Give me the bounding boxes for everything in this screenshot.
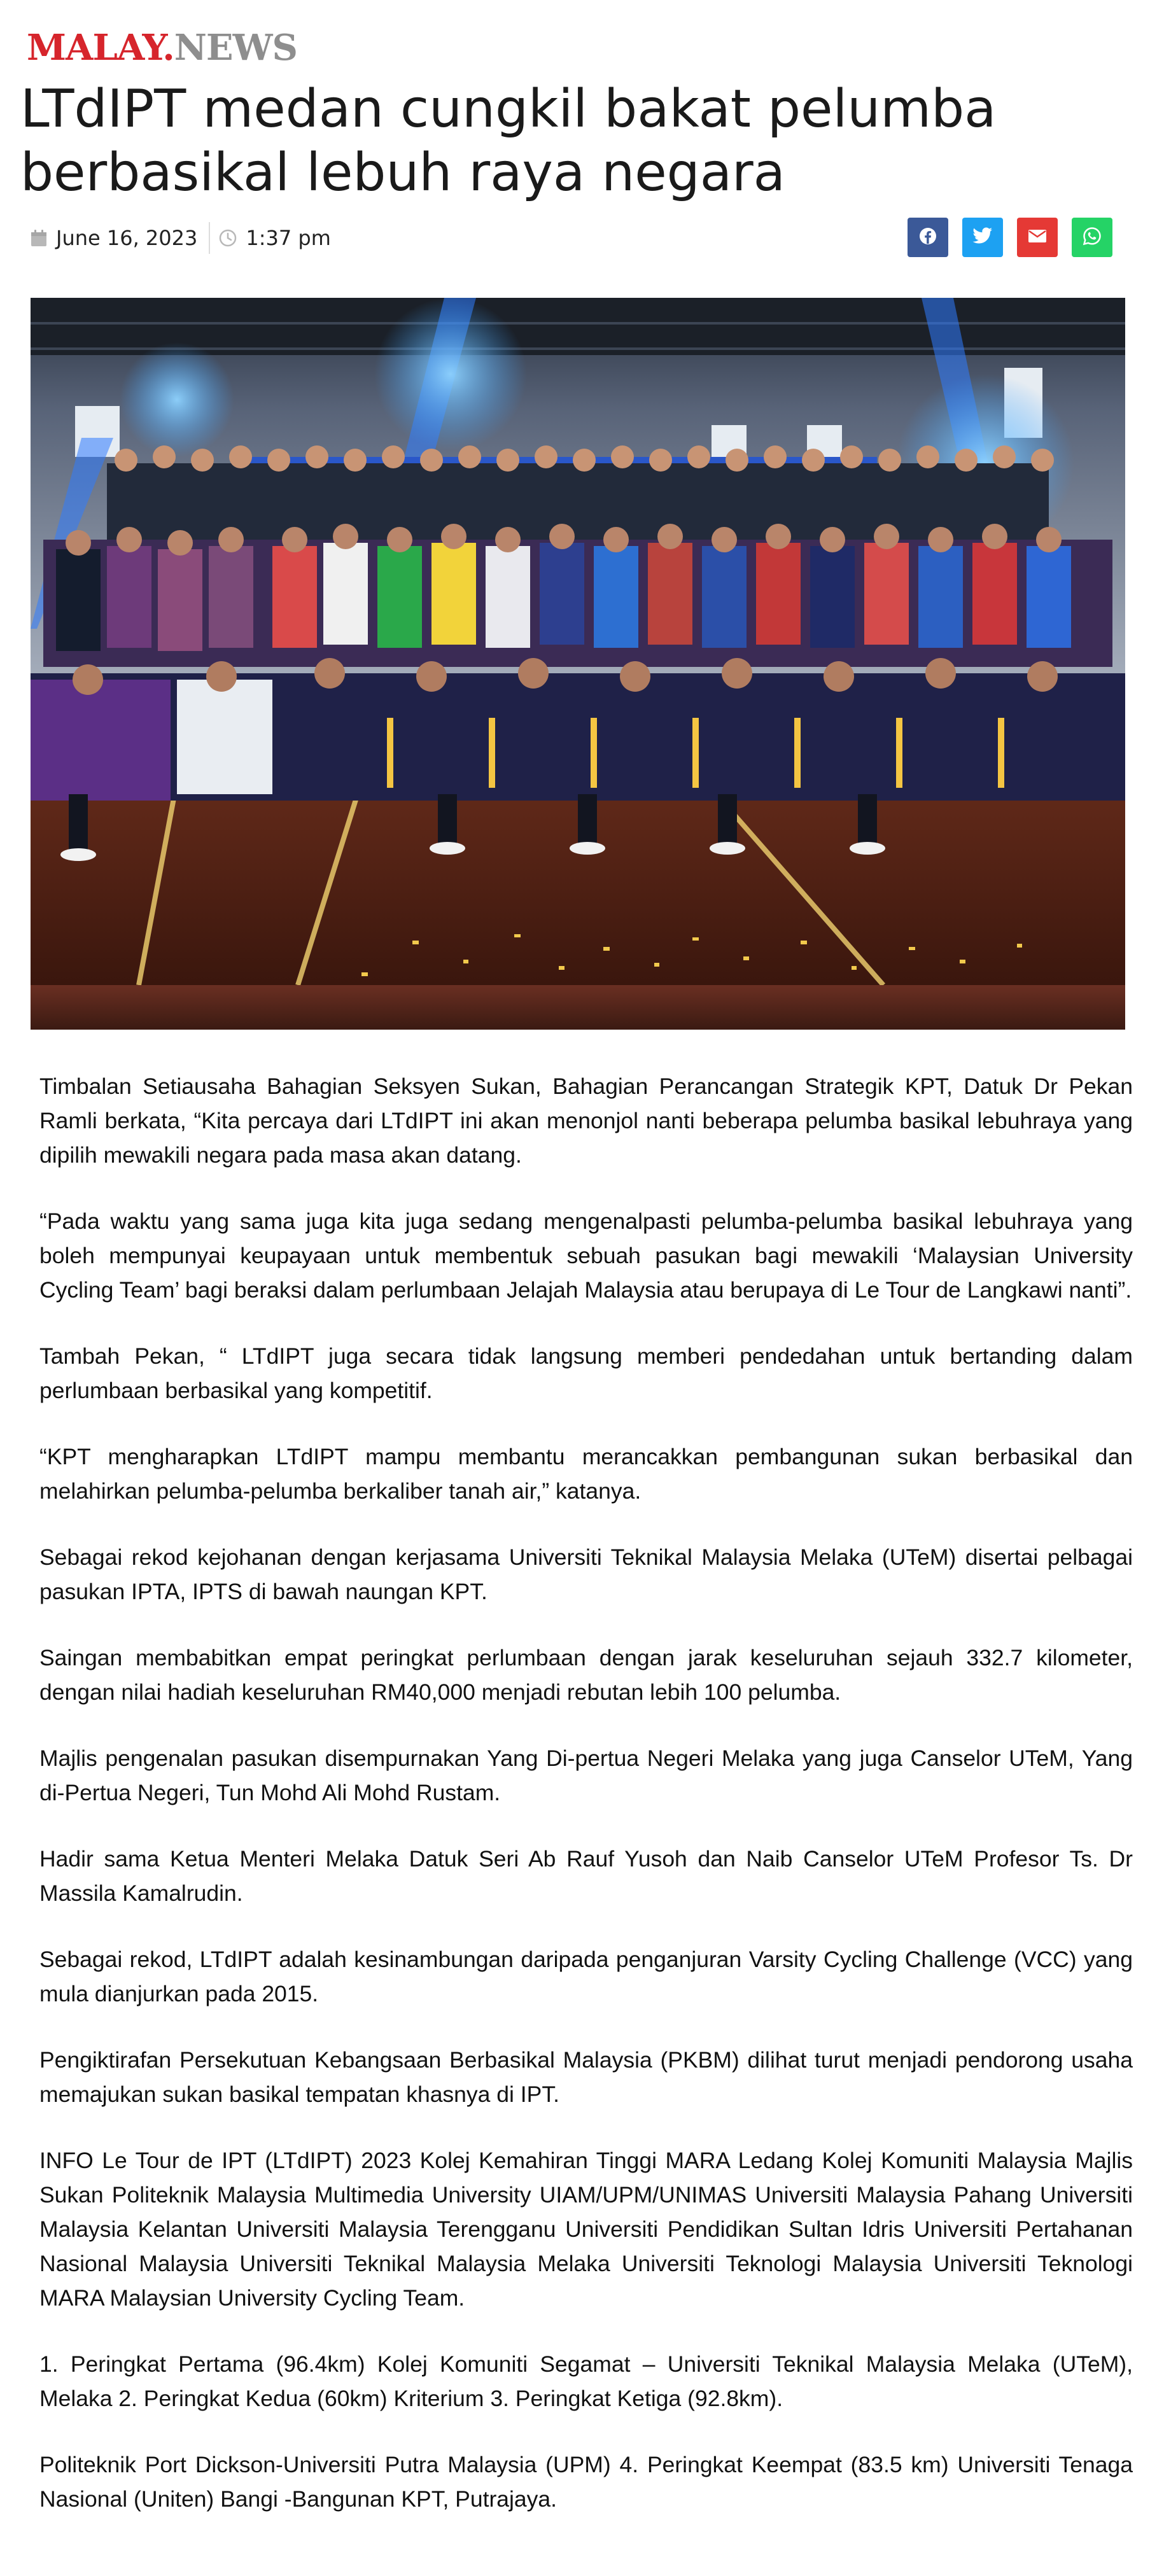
article-title: LTdIPT medan cungkil bakat pelumba berbasikal lebuh raya negara [20, 79, 997, 203]
clock-icon [219, 229, 237, 247]
article-paragraph: “KPT mengharapkan LTdIPT mampu membantu merancakkan pembangunan sukan berbasikal dan melahirkan pelumba-pelumba berkaliber tanah air,” katanya. [39, 1444, 1133, 1504]
article-paragraph: INFO Le Tour de IPT (LTdIPT) 2023 Kolej Kemahiran Tinggi MARA Ledang Kolej Komuniti Malaysia Majlis Sukan Politeknik Malaysia Multimedia University UIAM/UPM/UNIMAS Universiti Malaysia Pahang Universiti Malaysia Kelantan Universiti Malaysia Terengganu Universiti Pendidikan Sultan Idris Universiti Pertahanan Nasional Malaysia Universiti Teknikal Malaysia Melaka Universiti Teknologi Malaysia Universiti Teknologi MARA Malaysian University Cycling Team. [39, 2148, 1133, 2311]
email-share-button[interactable] [1017, 218, 1058, 257]
site-logo[interactable] [27, 27, 297, 69]
logo-malay: MALAY [27, 27, 163, 69]
publish-date [31, 220, 197, 256]
site-header [27, 25, 297, 70]
calendar-icon [31, 229, 47, 247]
article-paragraph: Majlis pengenalan pasukan disempurnakan Yang Di-pertua Negeri Melaka yang juga Canselor UTeM, Yang di-Pertua Negeri, Tun Mohd Ali Mohd Rustam. [39, 1746, 1133, 1805]
article-paragraph: Hadir sama Ketua Menteri Melaka Datuk Seri Ab Rauf Yusoh dan Naib Canselor UTeM Profesor Ts. Dr Massila Kamalrudin. [39, 1846, 1133, 1906]
article-hero-image [31, 298, 1125, 1030]
article-paragraph: Politeknik Port Dickson-Universiti Putra Malaysia (UPM) 4. Peringkat Keempat (83.5 km) Universiti Tenaga Nasional (Uniten) Bangi -Bangunan KPT, Putrajaya. [39, 2452, 1133, 2512]
publish-time [219, 220, 331, 256]
article-body [39, 1069, 1133, 2548]
article-paragraph: Timbalan Setiausaha Bahagian Seksyen Sukan, Bahagian Perancangan Strategik KPT, Datuk Dr Pekan Ramli berkata, “Kita percaya dari LTdIPT ini akan menonjol nanti beberapa pelumba basikal lebuhraya yang dipilih mewakili negara pada masa akan datang. [39, 1074, 1133, 1168]
logo-dot: . [162, 27, 174, 69]
twitter-share-button[interactable] [962, 218, 1003, 257]
article-paragraph: Saingan membabitkan empat peringkat perlumbaan dengan jarak keseluruhan sejauh 332.7 kilometer, dengan nilai hadiah keseluruhan RM40,000 menjadi rebutan lebih 100 pelumba. [39, 1645, 1133, 1705]
article-paragraph: Sebagai rekod, LTdIPT adalah kesinambungan daripada penganjuran Varsity Cycling Challenge (VCC) yang mula dianjurkan pada 2015. [39, 1947, 1133, 2006]
team-group-photo [31, 298, 1125, 1030]
article-paragraph: “Pada waktu yang sama juga kita juga sedang mengenalpasti pelumba-pelumba basikal lebuhraya yang boleh mempunyai keupayaan untuk membentuk sebuah pasukan bagi mewakili ‘Malaysian University Cycling Team’ bagi beraksi dalam perlumbaan Jelajah Malaysia atau berupaya di Le Tour de Langkawi nanti”. [39, 1208, 1133, 1303]
article-paragraph: 1. Peringkat Pertama (96.4km) Kolej Komuniti Segamat – Universiti Teknikal Malaysia Melaka (UTeM), Melaka 2. Peringkat Kedua (60km) Kriterium 3. Peringkat Ketiga (92.8km). [39, 2351, 1133, 2411]
article-paragraph: Pengiktirafan Persekutuan Kebangsaan Berbasikal Malaysia (PKBM) dilihat turut menjadi pendorong usaha memajukan sukan basikal tempatan khasnya di IPT. [39, 2047, 1133, 2107]
meta-divider [209, 222, 210, 254]
facebook-icon [918, 227, 937, 249]
publish-date-text: June 16, 2023 [56, 226, 198, 250]
email-icon [1028, 229, 1047, 246]
article-meta [31, 220, 331, 256]
twitter-icon [972, 227, 993, 248]
publish-time-text: 1:37 pm [246, 226, 331, 250]
whatsapp-icon [1083, 227, 1102, 249]
article-paragraph: Tambah Pekan, “ LTdIPT juga secara tidak langsung memberi pendedahan untuk bertanding dalam perlumbaan berbasikal yang kompetitif. [39, 1343, 1133, 1403]
facebook-share-button[interactable] [908, 218, 948, 257]
whatsapp-share-button[interactable] [1072, 218, 1112, 257]
logo-news: NEWS [174, 27, 297, 69]
article-paragraph: Sebagai rekod kejohanan dengan kerjasama Universiti Teknikal Malaysia Melaka (UTeM) disertai pelbagai pasukan IPTA, IPTS di bawah naungan KPT. [39, 1544, 1133, 1604]
share-buttons [908, 218, 1112, 257]
